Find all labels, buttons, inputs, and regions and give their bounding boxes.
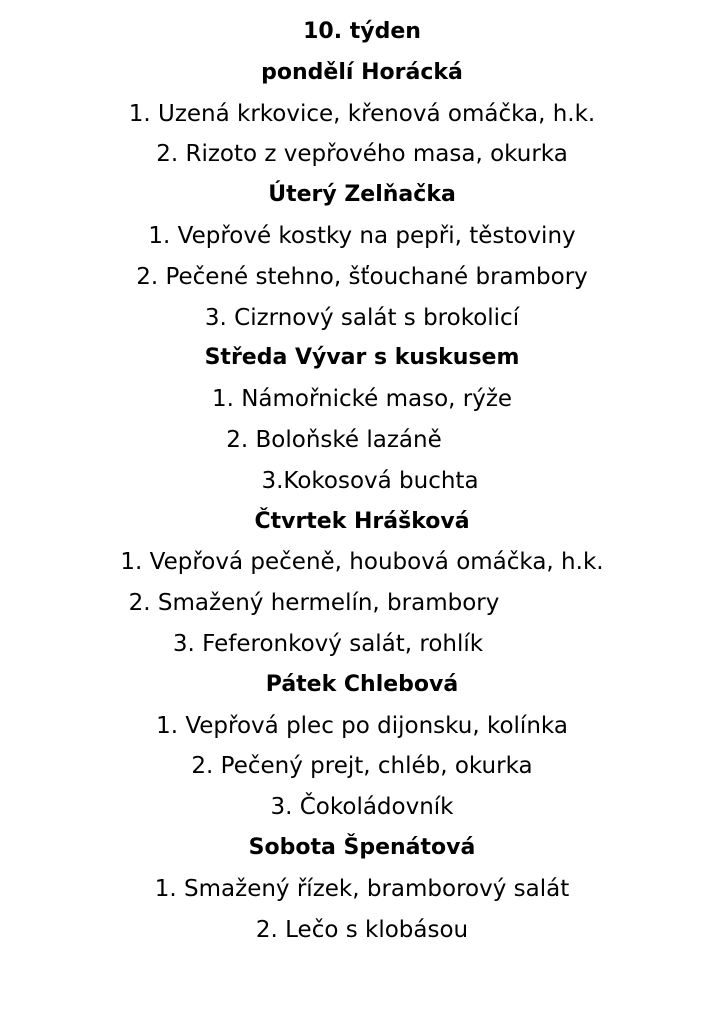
day-heading-monday: pondělí Horácká xyxy=(261,59,463,85)
day-heading-thursday: Čtvrtek Hrášková xyxy=(254,508,470,534)
dish-item: 1. Vepřová plec po dijonsku, kolínka xyxy=(156,712,568,739)
dish-item: 2. Pečené stehno, šťouchané brambory xyxy=(136,263,588,290)
dish-item: 2. Pečený prejt, chléb, okurka xyxy=(191,753,533,780)
day-heading-wednesday: Středa Vývar s kuskusem xyxy=(204,345,520,371)
dish-item: 1. Uzená krkovice, křenová omáčka, h.k. xyxy=(128,100,596,127)
dish-item: 3. Feferonkový salát, rohlík xyxy=(172,630,484,657)
dish-item: 3.Kokosová buchta xyxy=(261,467,479,494)
day-heading-saturday: Sobota Špenátová xyxy=(248,834,476,860)
weekly-menu xyxy=(0,12,724,950)
day-heading-tuesday: Úterý Zelňačka xyxy=(268,182,456,208)
dish-item: 3. Čokoládovník xyxy=(270,794,454,821)
dish-item: 1. Vepřová pečeně, houbová omáčka, h.k. xyxy=(120,549,604,576)
dish-item: 2. Boloňské lazáně xyxy=(226,426,442,453)
dish-item: 1. Vepřové kostky na pepři, těstoviny xyxy=(148,222,576,249)
dish-item: 3. Cizrnový salát s brokolicí xyxy=(204,304,520,331)
dish-item: 2. Rizoto z vepřového masa, okurka xyxy=(156,141,568,168)
day-heading-friday: Pátek Chlebová xyxy=(265,671,459,697)
dish-item: 2. Lečo s klobásou xyxy=(255,916,469,943)
dish-item: 1. Námořnické maso, rýže xyxy=(211,386,513,413)
dish-item: 2. Smažený hermelín, brambory xyxy=(128,590,500,617)
week-title: 10. týden xyxy=(303,19,421,44)
dish-item: 1. Smažený řízek, bramborový salát xyxy=(154,875,570,902)
